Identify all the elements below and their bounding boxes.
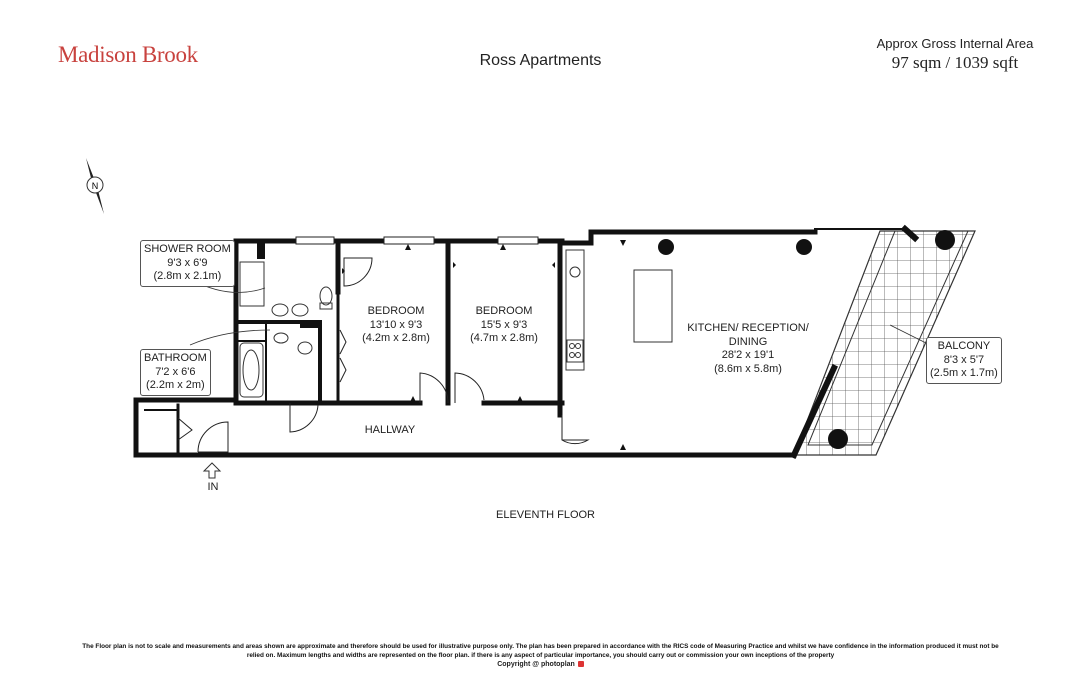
area-label: Approx Gross Internal Area [876, 36, 1034, 51]
shower-room-imperial: 9'3 x 6'9 [167, 256, 208, 269]
compass-letter: N [91, 181, 99, 191]
bedroom-2-name: BEDROOM [475, 305, 533, 317]
floor-label: ELEVENTH FLOOR [495, 509, 596, 521]
bathroom-imperial: 7'2 x 6'6 [155, 365, 196, 378]
windows [296, 237, 538, 244]
kitchen-label [680, 322, 816, 376]
bathroom-label [140, 349, 211, 396]
kitchen-metric: (8.6m x 5.8m) [714, 362, 782, 375]
kitchen-name-line2: DINING [728, 335, 768, 348]
balcony-metric: (2.5m x 1.7m) [930, 367, 998, 379]
entrance-label: IN [207, 481, 219, 493]
bedroom-1-imperial: 13'10 x 9'3 [369, 318, 423, 331]
copyright-text: Copyright @ [497, 661, 540, 668]
shower-room-label [140, 240, 235, 287]
copyright-line [0, 661, 1081, 668]
hallway-label: HALLWAY [364, 424, 416, 436]
compass-icon [86, 158, 104, 214]
shower-room-metric: (2.8m x 2.1m) [153, 270, 222, 282]
bedroom-1-label [356, 305, 436, 346]
area-value: 97 sqm / 1039 sqft [891, 53, 1019, 72]
balcony-label [926, 337, 1002, 384]
bathroom-name: BATHROOM [144, 352, 207, 364]
photoplan-icon [578, 661, 584, 667]
balcony-imperial: 8'3 x 5'7 [943, 353, 985, 366]
entrance-arrow-icon [204, 463, 220, 478]
disclaimer-text: The Floor plan is not to scale and measurements and areas shown are approximate and therefore should be used for illustrative purpose only. The plan has been prepared in accordance with the RICS code of Measuring Practice and whilst we have confidence in the information produced it must not be relied on. Maximum lengths and widths are represented on the floor plan. if there is any aspect of particular importance, you should carry out or commission your own inceptions of the property [82, 643, 999, 659]
bedroom-1-name: BEDROOM [367, 305, 425, 317]
bedroom-2-label [464, 305, 544, 346]
bedroom-1-metric: (4.2m x 2.8m) [362, 332, 430, 344]
bedroom-2-imperial: 15'5 x 9'3 [480, 318, 528, 331]
brand-logo: Madison Brook [58, 42, 198, 67]
bedroom-2-metric: (4.7m x 2.8m) [470, 332, 538, 344]
photoplan-brand: photoplan [541, 661, 575, 668]
bathroom-metric: (2.2m x 2m) [146, 379, 205, 391]
property-title: Ross Apartments [479, 52, 602, 69]
kitchen-imperial: 28'2 x 19'1 [721, 349, 775, 361]
balcony-name: BALCONY [937, 340, 991, 352]
shower-room-name: SHOWER ROOM [144, 243, 231, 255]
kitchen-name-line1: KITCHEN/ RECEPTION/ [687, 322, 809, 334]
